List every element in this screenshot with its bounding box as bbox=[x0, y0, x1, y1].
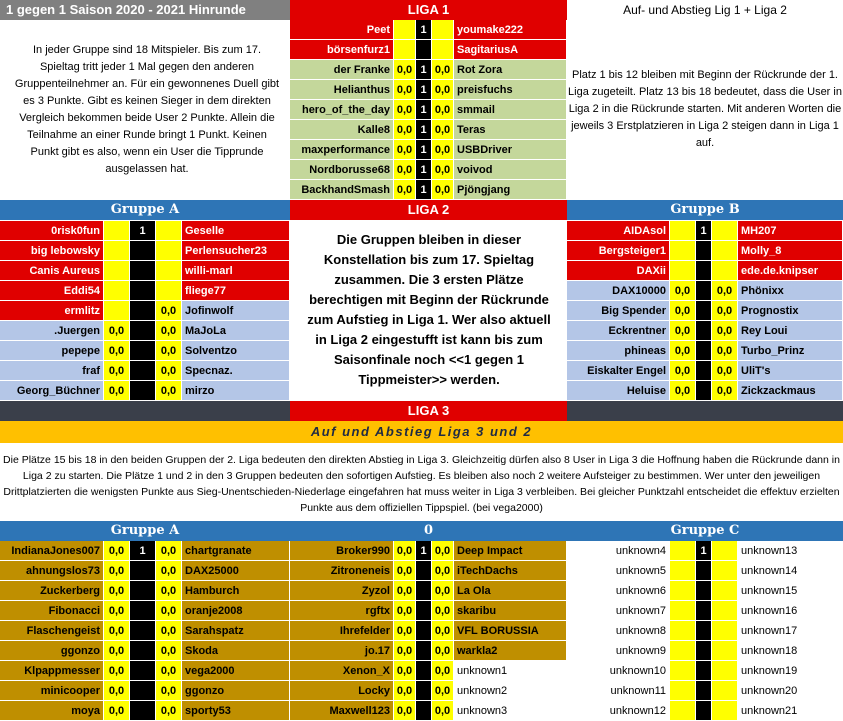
match-number bbox=[696, 661, 712, 681]
match-number bbox=[416, 661, 432, 681]
score-cell: 0,0 bbox=[156, 621, 182, 641]
player-name: unknown3 bbox=[454, 701, 567, 721]
score-cell: 0,0 bbox=[104, 701, 130, 721]
player-name: sporty53 bbox=[182, 701, 290, 721]
score-cell: 0,0 bbox=[670, 301, 696, 321]
score-cell: 0,0 bbox=[394, 100, 416, 120]
player-name: unknown5 bbox=[567, 561, 670, 581]
player-name: minicooper bbox=[0, 681, 104, 701]
score-cell: 0,0 bbox=[394, 561, 416, 581]
match-number bbox=[130, 341, 156, 361]
player-name: big lebowsky bbox=[0, 241, 104, 261]
match-number bbox=[696, 301, 712, 321]
player-name: ahnungslos73 bbox=[0, 561, 104, 581]
liga2-header: LIGA 2 bbox=[290, 200, 567, 220]
player-name: AIDAsol bbox=[567, 221, 670, 241]
score-cell: 0,0 bbox=[156, 321, 182, 341]
match-number bbox=[130, 301, 156, 321]
liga1-header: LIGA 1 bbox=[290, 0, 567, 20]
player-name: Heluise bbox=[567, 381, 670, 401]
player-name: unknown15 bbox=[738, 581, 843, 601]
match-number bbox=[416, 701, 432, 721]
player-name: MH207 bbox=[738, 221, 843, 241]
match-number bbox=[130, 701, 156, 721]
player-name: Fibonacci bbox=[0, 601, 104, 621]
player-name: smmail bbox=[454, 100, 567, 120]
score-cell: 0,0 bbox=[156, 661, 182, 681]
liga2-middle-text: Die Gruppen bleiben in dieser Konstellation bis zum 17. Spieltag zusammen. Die 3 ersten Plätze berechtigen mit Beginn der Rückrunde zum Aufstieg in Liga 1. Wer also aktuell in Liga 2 eingestufft ist kann bis zum Saisonfinale noch <<1 gegen 1 Tippmeister>> werden. bbox=[307, 232, 551, 387]
player-name: iTechDachs bbox=[454, 561, 567, 581]
player-name: mirzo bbox=[182, 381, 290, 401]
player-name: Rot Zora bbox=[454, 60, 567, 80]
match-number bbox=[130, 581, 156, 601]
player-name: UliT's bbox=[738, 361, 843, 381]
match-number bbox=[416, 621, 432, 641]
score-cell bbox=[156, 241, 182, 261]
player-name: chartgranate bbox=[182, 541, 290, 561]
score-cell bbox=[712, 221, 738, 241]
player-name: warkla2 bbox=[454, 641, 567, 661]
player-name: unknown13 bbox=[738, 541, 843, 561]
match-number bbox=[130, 661, 156, 681]
player-name: MaJoLa bbox=[182, 321, 290, 341]
player-name: Kalle8 bbox=[290, 120, 394, 140]
player-name: unknown4 bbox=[567, 541, 670, 561]
player-name: Eddi54 bbox=[0, 281, 104, 301]
match-number bbox=[416, 40, 432, 60]
score-cell: 0,0 bbox=[432, 60, 454, 80]
score-cell: 0,0 bbox=[432, 561, 454, 581]
score-cell: 0,0 bbox=[712, 321, 738, 341]
match-number bbox=[130, 621, 156, 641]
match-number bbox=[696, 601, 712, 621]
match-number: 1 bbox=[130, 541, 156, 561]
player-name: hero_of_the_day bbox=[290, 100, 394, 120]
score-cell bbox=[712, 601, 738, 621]
player-name: Locky bbox=[290, 681, 394, 701]
intro-right-text: Platz 1 bis 12 bleiben mit Beginn der Rückrunde der 1. Liga zugeteilt. Platz 13 bis 18 bedeutet, dass die User in Liga 2 in die Rückrunde starten. Mit anderen Worten die jeweils 3 Erstplatzieren in Liga 2 steigen dann in Liga 1 auf. bbox=[568, 69, 842, 149]
score-cell: 0,0 bbox=[156, 361, 182, 381]
player-name: unknown11 bbox=[567, 681, 670, 701]
score-cell: 0,0 bbox=[712, 301, 738, 321]
match-number bbox=[696, 621, 712, 641]
match-number bbox=[696, 361, 712, 381]
player-name: börsenfurz1 bbox=[290, 40, 394, 60]
player-name: unknown10 bbox=[567, 661, 670, 681]
score-cell bbox=[712, 661, 738, 681]
score-cell bbox=[670, 661, 696, 681]
score-cell: 0,0 bbox=[670, 381, 696, 401]
player-name: Bergsteiger1 bbox=[567, 241, 670, 261]
match-number bbox=[416, 601, 432, 621]
score-cell: 0,0 bbox=[156, 541, 182, 561]
score-cell bbox=[104, 261, 130, 281]
score-cell: 0,0 bbox=[394, 80, 416, 100]
player-name: phineas bbox=[567, 341, 670, 361]
player-name: Hamburch bbox=[182, 581, 290, 601]
score-cell bbox=[670, 641, 696, 661]
match-number: 1 bbox=[416, 100, 432, 120]
match-number bbox=[130, 381, 156, 401]
player-name: Flaschengeist bbox=[0, 621, 104, 641]
player-name: DAX10000 bbox=[567, 281, 670, 301]
match-number bbox=[696, 321, 712, 341]
player-name: DAXii bbox=[567, 261, 670, 281]
match-number bbox=[696, 641, 712, 661]
score-cell: 0,0 bbox=[394, 180, 416, 200]
score-cell: 0,0 bbox=[104, 661, 130, 681]
player-name: ermlitz bbox=[0, 301, 104, 321]
score-cell: 0,0 bbox=[394, 160, 416, 180]
score-cell: 0,0 bbox=[394, 701, 416, 721]
player-name: vega2000 bbox=[182, 661, 290, 681]
match-number bbox=[416, 581, 432, 601]
score-cell: 0,0 bbox=[156, 641, 182, 661]
match-number: 1 bbox=[416, 120, 432, 140]
match-number bbox=[130, 281, 156, 301]
score-cell: 0,0 bbox=[156, 381, 182, 401]
player-name: voivod bbox=[454, 160, 567, 180]
score-cell: 0,0 bbox=[104, 561, 130, 581]
player-name: IndianaJones007 bbox=[0, 541, 104, 561]
score-cell bbox=[712, 561, 738, 581]
player-name: La Ola bbox=[454, 581, 567, 601]
match-number bbox=[416, 641, 432, 661]
score-cell bbox=[712, 641, 738, 661]
player-name: Deep Impact bbox=[454, 541, 567, 561]
match-number bbox=[696, 341, 712, 361]
score-cell bbox=[156, 261, 182, 281]
match-number bbox=[130, 641, 156, 661]
score-cell: 0,0 bbox=[432, 120, 454, 140]
liga3-group-b-header: 0 bbox=[290, 521, 567, 541]
score-cell: 0,0 bbox=[670, 281, 696, 301]
score-cell: 0,0 bbox=[394, 60, 416, 80]
player-name: Perlensucher23 bbox=[182, 241, 290, 261]
player-name: youmake222 bbox=[454, 20, 567, 40]
score-cell: 0,0 bbox=[104, 361, 130, 381]
player-name: preisfuchs bbox=[454, 80, 567, 100]
score-cell bbox=[670, 601, 696, 621]
score-cell bbox=[670, 621, 696, 641]
score-cell: 0,0 bbox=[432, 100, 454, 120]
match-number: 1 bbox=[416, 180, 432, 200]
match-number bbox=[696, 241, 712, 261]
score-cell: 0,0 bbox=[156, 561, 182, 581]
player-name: unknown2 bbox=[454, 681, 567, 701]
match-number bbox=[696, 581, 712, 601]
match-number bbox=[130, 561, 156, 581]
score-cell: 0,0 bbox=[104, 621, 130, 641]
player-name: Canis Aureus bbox=[0, 261, 104, 281]
player-name: unknown12 bbox=[567, 701, 670, 721]
match-number: 1 bbox=[130, 221, 156, 241]
score-cell: 0,0 bbox=[156, 681, 182, 701]
player-name: Turbo_Prinz bbox=[738, 341, 843, 361]
title-bar-right: Auf- und Abstieg Lig 1 + Liga 2 bbox=[567, 0, 843, 20]
score-cell bbox=[712, 261, 738, 281]
player-name: pepepe bbox=[0, 341, 104, 361]
intro-left-text: In jeder Gruppe sind 18 Mitspieler. Bis zum 17. Spieltag tritt jeder 1 Mal gegen den anderen Gruppenteilnehmer an. Für ein gewonnenes Duell gibt es 3 Punkte. Gibt es keinen Sieger in dem direkten Vergleich bekommen beide User 2 Punkte. Allein die Teilnahme an einer Runde bringt 1 Punkt. Keinen Punkt gibt es also, wenn ein User die Tipprunde ausgelassen hat. bbox=[14, 44, 280, 175]
match-number: 1 bbox=[416, 80, 432, 100]
player-name: .Juergen bbox=[0, 321, 104, 341]
player-name: Zickzackmaus bbox=[738, 381, 843, 401]
player-name: fraf bbox=[0, 361, 104, 381]
match-number bbox=[696, 381, 712, 401]
player-name: unknown8 bbox=[567, 621, 670, 641]
score-cell bbox=[670, 261, 696, 281]
player-name: der Franke bbox=[290, 60, 394, 80]
player-name: Prognostix bbox=[738, 301, 843, 321]
score-cell: 0,0 bbox=[156, 581, 182, 601]
score-cell: 0,0 bbox=[394, 541, 416, 561]
player-name: jo.17 bbox=[290, 641, 394, 661]
score-cell: 0,0 bbox=[156, 341, 182, 361]
score-cell: 0,0 bbox=[104, 381, 130, 401]
match-number bbox=[130, 601, 156, 621]
liga3-group-a-header: Gruppe A bbox=[0, 521, 290, 541]
score-cell bbox=[712, 621, 738, 641]
match-number bbox=[130, 261, 156, 281]
player-name: unknown18 bbox=[738, 641, 843, 661]
player-name: 0risk0fun bbox=[0, 221, 104, 241]
player-name: Eiskalter Engel bbox=[567, 361, 670, 381]
match-number: 1 bbox=[416, 60, 432, 80]
player-name: Rey Loui bbox=[738, 321, 843, 341]
player-name: Maxwell123 bbox=[290, 701, 394, 721]
match-number: 1 bbox=[696, 221, 712, 241]
score-cell bbox=[432, 40, 454, 60]
score-cell: 0,0 bbox=[104, 601, 130, 621]
score-cell: 0,0 bbox=[670, 321, 696, 341]
player-name: SagitariusA bbox=[454, 40, 567, 60]
title-bar-left: 1 gegen 1 Saison 2020 - 2021 Hinrunde bbox=[0, 0, 290, 20]
match-number bbox=[130, 681, 156, 701]
player-name: Solventzo bbox=[182, 341, 290, 361]
liga3-banner: Auf und Abstieg Liga 3 und 2 bbox=[0, 421, 843, 443]
score-cell bbox=[670, 681, 696, 701]
player-name: Jofinwolf bbox=[182, 301, 290, 321]
score-cell: 0,0 bbox=[712, 381, 738, 401]
score-cell bbox=[394, 40, 416, 60]
liga2-group-a-header: Gruppe A bbox=[0, 200, 290, 220]
score-cell: 0,0 bbox=[394, 681, 416, 701]
player-name: Phönixx bbox=[738, 281, 843, 301]
score-cell: 0,0 bbox=[104, 541, 130, 561]
score-cell bbox=[712, 581, 738, 601]
score-cell: 0,0 bbox=[394, 581, 416, 601]
score-cell bbox=[670, 561, 696, 581]
liga2-group-b-header: Gruppe B bbox=[567, 200, 843, 220]
score-cell: 0,0 bbox=[394, 120, 416, 140]
score-cell bbox=[156, 281, 182, 301]
score-cell: 0,0 bbox=[156, 701, 182, 721]
match-number bbox=[416, 681, 432, 701]
player-name: oranje2008 bbox=[182, 601, 290, 621]
match-number: 1 bbox=[416, 140, 432, 160]
player-name: unknown6 bbox=[567, 581, 670, 601]
match-number: 1 bbox=[416, 160, 432, 180]
player-name: Zyzol bbox=[290, 581, 394, 601]
match-number: 1 bbox=[696, 541, 712, 561]
player-name: Broker990 bbox=[290, 541, 394, 561]
score-cell: 0,0 bbox=[432, 601, 454, 621]
score-cell: 0,0 bbox=[394, 641, 416, 661]
player-name: unknown16 bbox=[738, 601, 843, 621]
score-cell: 0,0 bbox=[432, 701, 454, 721]
player-name: Specnaz. bbox=[182, 361, 290, 381]
player-name: rgftx bbox=[290, 601, 394, 621]
score-cell: 0,0 bbox=[712, 341, 738, 361]
player-name: unknown17 bbox=[738, 621, 843, 641]
player-name: unknown14 bbox=[738, 561, 843, 581]
player-name: ede.de.knipser bbox=[738, 261, 843, 281]
match-number bbox=[696, 681, 712, 701]
score-cell bbox=[712, 681, 738, 701]
score-cell: 0,0 bbox=[104, 321, 130, 341]
player-name: unknown19 bbox=[738, 661, 843, 681]
match-number bbox=[696, 701, 712, 721]
separator-bar-right bbox=[567, 401, 843, 421]
score-cell bbox=[712, 241, 738, 261]
score-cell: 0,0 bbox=[432, 661, 454, 681]
player-name: USBDriver bbox=[454, 140, 567, 160]
score-cell: 0,0 bbox=[104, 581, 130, 601]
liga3-group-c-header: Gruppe C bbox=[567, 521, 843, 541]
score-cell bbox=[104, 301, 130, 321]
player-name: willi-marl bbox=[182, 261, 290, 281]
score-cell bbox=[670, 221, 696, 241]
match-number bbox=[416, 561, 432, 581]
score-cell: 0,0 bbox=[394, 140, 416, 160]
score-cell: 0,0 bbox=[432, 80, 454, 100]
score-cell bbox=[712, 701, 738, 721]
score-cell: 0,0 bbox=[670, 361, 696, 381]
score-cell: 0,0 bbox=[432, 160, 454, 180]
score-cell: 0,0 bbox=[712, 281, 738, 301]
match-number: 1 bbox=[416, 20, 432, 40]
player-name: ggonzo bbox=[182, 681, 290, 701]
score-cell bbox=[712, 541, 738, 561]
score-cell bbox=[394, 20, 416, 40]
liga3-rules-text: Die Plätze 15 bis 18 in den beiden Gruppen der 2. Liga bedeuten den direkten Abstieg in Liga 3. Gleichzeitig dürfen also 8 User in Liga 3 die Hoffnung haben die Rückrunde dann in Liga 2 zu starten. Die Plätze 1 und 2 in den 3 Gruppen bedeuten den sofortigen Aufstieg. Es bleiben also noch 2 weitere Aufsteiger zu bestimmen. Wer unter den jeweiligen Drittplatzierten die wenigsten Punkte aus Sieg-Unentschieden-Niederlage eingefahren hat muss weiter in Liga 3 verbleiben. Bei gleicher Punktzahl entscheidet die effektuv erzielten Punkte aus dem offiziellen Tippspiel. (bei vega2000) bbox=[3, 454, 840, 514]
score-cell: 0,0 bbox=[104, 641, 130, 661]
player-name: Molly_8 bbox=[738, 241, 843, 261]
match-number bbox=[696, 561, 712, 581]
player-name: Eckrentner bbox=[567, 321, 670, 341]
liga3-header: LIGA 3 bbox=[290, 401, 567, 421]
score-cell bbox=[104, 221, 130, 241]
player-name: Peet bbox=[290, 20, 394, 40]
score-cell bbox=[104, 281, 130, 301]
score-cell: 0,0 bbox=[432, 681, 454, 701]
score-cell: 0,0 bbox=[394, 621, 416, 641]
player-name: unknown1 bbox=[454, 661, 567, 681]
player-name: Teras bbox=[454, 120, 567, 140]
player-name: Zuckerberg bbox=[0, 581, 104, 601]
player-name: BackhandSmash bbox=[290, 180, 394, 200]
score-cell: 0,0 bbox=[432, 641, 454, 661]
score-cell: 0,0 bbox=[712, 361, 738, 381]
score-cell: 0,0 bbox=[670, 341, 696, 361]
match-number: 1 bbox=[416, 541, 432, 561]
score-cell: 0,0 bbox=[156, 301, 182, 321]
player-name: Ihrefelder bbox=[290, 621, 394, 641]
player-name: VFL BORUSSIA bbox=[454, 621, 567, 641]
player-name: Helianthus bbox=[290, 80, 394, 100]
player-name: Klpappmesser bbox=[0, 661, 104, 681]
score-cell: 0,0 bbox=[432, 541, 454, 561]
score-cell: 0,0 bbox=[104, 341, 130, 361]
match-number bbox=[696, 261, 712, 281]
player-name: skaribu bbox=[454, 601, 567, 621]
score-cell: 0,0 bbox=[432, 140, 454, 160]
player-name: Big Spender bbox=[567, 301, 670, 321]
player-name: fliege77 bbox=[182, 281, 290, 301]
score-cell bbox=[156, 221, 182, 241]
player-name: Nordborusse68 bbox=[290, 160, 394, 180]
player-name: unknown7 bbox=[567, 601, 670, 621]
player-name: Geselle bbox=[182, 221, 290, 241]
player-name: ggonzo bbox=[0, 641, 104, 661]
player-name: moya bbox=[0, 701, 104, 721]
score-cell: 0,0 bbox=[432, 180, 454, 200]
score-cell: 0,0 bbox=[394, 661, 416, 681]
match-number bbox=[130, 241, 156, 261]
score-cell: 0,0 bbox=[394, 601, 416, 621]
player-name: Georg_Büchner bbox=[0, 381, 104, 401]
score-cell bbox=[670, 541, 696, 561]
player-name: unknown20 bbox=[738, 681, 843, 701]
player-name: maxperformance bbox=[290, 140, 394, 160]
player-name: DAX25000 bbox=[182, 561, 290, 581]
score-cell: 0,0 bbox=[156, 601, 182, 621]
score-cell bbox=[104, 241, 130, 261]
match-number bbox=[130, 321, 156, 341]
score-cell bbox=[670, 241, 696, 261]
player-name: Sarahspatz bbox=[182, 621, 290, 641]
match-number bbox=[130, 361, 156, 381]
score-cell bbox=[670, 701, 696, 721]
player-name: unknown21 bbox=[738, 701, 843, 721]
player-name: Zitroneneis bbox=[290, 561, 394, 581]
separator-bar bbox=[0, 401, 290, 421]
score-cell bbox=[432, 20, 454, 40]
player-name: unknown9 bbox=[567, 641, 670, 661]
player-name: Xenon_X bbox=[290, 661, 394, 681]
score-cell: 0,0 bbox=[104, 681, 130, 701]
player-name: Skoda bbox=[182, 641, 290, 661]
score-cell: 0,0 bbox=[432, 621, 454, 641]
score-cell: 0,0 bbox=[432, 581, 454, 601]
match-number bbox=[696, 281, 712, 301]
score-cell bbox=[670, 581, 696, 601]
player-name: Pjöngjang bbox=[454, 180, 567, 200]
